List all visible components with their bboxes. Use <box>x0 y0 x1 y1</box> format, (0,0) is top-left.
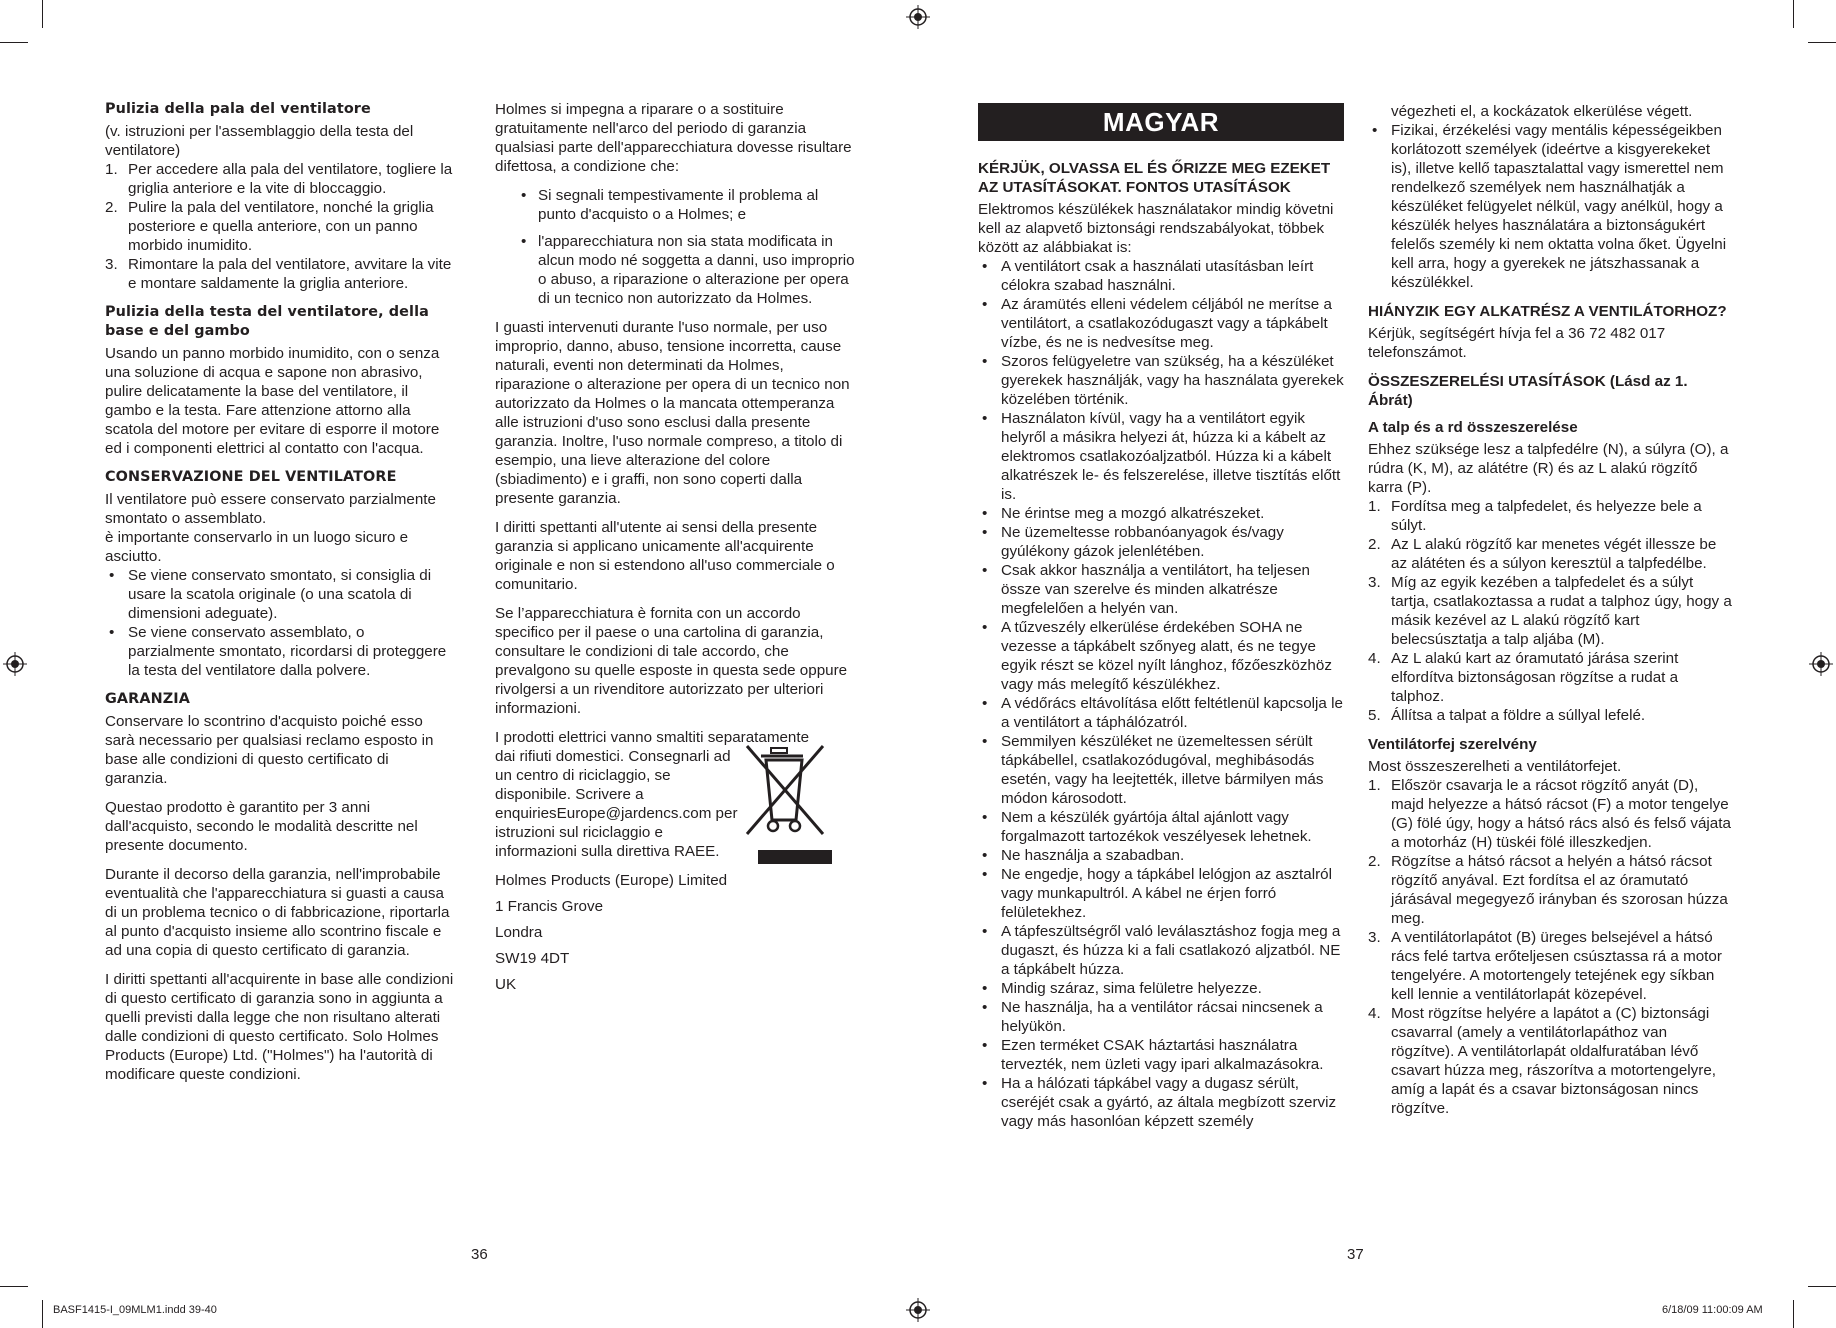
paragraph: Ehhez szüksége lesz a talpfedélre (N), a súlyra (O), a rúdra (K, M), az alátétre (R) és az L alakú rögzítő karra (P). <box>1368 441 1729 496</box>
list-item: 3. Míg az egyik kezében a talpfedelet és a súlyt tartja, csatlakoztassa a rudat a talphoz úgy, hogy a másik kezével az L alakú rögzítő kart belecsúsztatja a talp aljába (M). <box>1368 574 1732 648</box>
list-item: 5. Állítsa a talpat a földre a súllyal lefelé. <box>1368 707 1646 724</box>
list-item: • Se viene conservato assemblato, o parzialmente smontato, ricordarsi di proteggere la testa del ventilatore dalla polvere. <box>109 624 447 679</box>
list-item: • Ne engedje, hogy a tápkábel lelógjon az asztalról vagy munkapultról. A kábel ne érjen forró felületekhez. <box>982 866 1332 921</box>
paragraph: Holmes si impegna a riparare o a sostituire gratuitamente nell'arco del periodo di garanzia qualsiasi parte dell'apparecchiatura dovesse risultare difettosa, a condizione che: <box>495 101 852 175</box>
page-number-right: 37 <box>1347 1246 1364 1263</box>
list-item: 3. A ventilátorlapátot (B) üreges belsejével a hátsó rács felé tartva erőteljesen csúsztassa rá a motor tengelyére. A motortengely tetejének egy síkban kell lennie a ventilátorlapát közepével. <box>1368 929 1722 1003</box>
crop-mark <box>42 1300 43 1328</box>
address-line: SW19 4DT <box>495 950 570 967</box>
list-item: 1. Fordítsa meg a talpfedelet, és helyezze bele a súlyt. <box>1368 498 1702 534</box>
registration-mark-icon <box>906 5 930 29</box>
crop-mark <box>1793 1300 1794 1328</box>
registration-mark-icon <box>906 1298 930 1322</box>
list-item: • Ne érintse meg a mozgó alkatrészeket. <box>982 505 1265 522</box>
footer-file-name: BASF1415-I_09MLM1.indd 39-40 <box>53 1304 217 1316</box>
paragraph: (v. istruzioni per l'assemblaggio della testa del ventilatore) <box>105 123 414 159</box>
paragraph: Se l’apparecchiatura è fornita con un accordo specifico per il paese o una cartolina di garanzia, consultare le condizioni di tale accordo, che prevalgono su quelle esposte in questa sede oppure rivolgersi a un rivenditore autorizzato per ulteriori informazioni. <box>495 605 848 717</box>
list-item: • A tűzveszély elkerülése érdekében SOHA ne vezesse a tápkábelt szőnyeg alatt, és ne tegye egyik részt se közel nyílt lánghoz, főzőeszközhöz vagy más melegítő készülékhez. <box>982 619 1332 693</box>
paragraph: I diritti spettanti all'acquirente in base alle condizioni di questo certificato di garanzia sono in aggiunta a quelli previsti dalla legge che non risultano alterati dalle condizioni di questo certificato. Solo Holmes Products (Europe) Ltd. ("Holmes") ha l'autorità di modificare queste condizioni. <box>105 971 454 1083</box>
crop-mark <box>1808 42 1836 43</box>
address-line: Londra <box>495 924 543 941</box>
list-item: végezheti el, a kockázatok elkerülése végett. <box>1391 103 1693 120</box>
footer-timestamp: 6/18/09 11:00:09 AM <box>1662 1304 1763 1316</box>
crossed-bin-icon <box>743 742 827 838</box>
paragraph: Durante il decorso della garanzia, nell'improbabile eventualità che l'apparecchiatura si guasti a causa di un problema tecnico o di fabbricazione, riportarla al punto d'acquisto insieme allo scontrino fiscale e ad una copia di questo certificato di garanzia. <box>105 866 450 959</box>
list-item: • Szoros felügyeletre van szükség, ha a készüléket gyerekek használják, vagy ha használata gyerekek közelében történik. <box>982 353 1344 408</box>
paragraph: I diritti spettanti all'utente ai sensi della presente garanzia si applicano unicamente all'acquirente originale e non si estendono all'uso commerciale o comunitario. <box>495 519 835 593</box>
list-item: • Mindig száraz, sima felületre helyezze. <box>982 980 1262 997</box>
subsection-heading: A talp és a rd összeszerelése <box>1368 419 1578 436</box>
list-item: • A tápfeszültségről való leválasztáshoz fogja meg a dugaszt, és húzza ki a fali csatlakozó aljzatból. NE a tápkábelt húzza. <box>982 923 1341 978</box>
list-item: • Ezen terméket CSAK háztartási használatra tervezték, nem üzleti vagy ipari alkalmazásokra. <box>982 1037 1324 1073</box>
column-4 <box>1368 102 1733 1128</box>
bullet-list <box>1368 102 1733 121</box>
numbered-list <box>1368 497 1733 725</box>
raee-notice <box>495 728 857 861</box>
paragraph: Usando un panno morbido inumidito, con o senza una soluzione di acqua e sapone non abrasivo, pulire delicatamente la base del ventilatore, il gambo e la testa. Fare attenzione attorno alla scatola del motore per evitare di esporre il motore ed i componenti elettrici al contatto con l'acqua. <box>105 345 440 457</box>
paragraph: Kérjük, segítségért hívja fel a 36 72 482 017 telefonszámot. <box>1368 325 1666 361</box>
list-item: • Si segnali tempestivamente il problema al punto d'acquisto o a Holmes; e <box>521 187 819 223</box>
numbered-list <box>1368 776 1733 1118</box>
crop-mark <box>1793 0 1794 28</box>
language-banner: MAGYAR <box>978 103 1344 141</box>
list-item: • Semmilyen készüléket ne üzemeltessen sérült tápkábellel, csatlakozódugóval, meghibásodás esetén, vagy ha leejtették, illetve bármilyen más módon károsodott. <box>982 733 1324 807</box>
list-item: • Ne üzemeltesse robbanóanyagok és/vagy gyúlékony gázok jelenlétében. <box>982 524 1284 560</box>
bullet-list <box>105 566 455 680</box>
paragraph: Questao prodotto è garantito per 3 anni dall'acquisto, secondo le modalità descritte nel presente documento. <box>105 799 418 854</box>
bullet-list <box>495 186 857 308</box>
paragraph: Most összeszerelheti a ventilátorfejet. <box>1368 758 1622 775</box>
list-item: • A ventilátort csak a használati utasításban leírt célokra szabad használni. <box>982 258 1314 294</box>
section-heading: Pulizia della pala del ventilatore <box>105 101 371 117</box>
section-heading: GARANZIA <box>105 691 190 707</box>
list-item: 1. Először csavarja le a rácsot rögzítő anyát (D), majd helyezze a hátsó rácsot (F) a motor tengelye (G) fölé úgy, hogy a hátsó rács alsó és felső vájata a motorház (H) tüskéi fölé illeszkedjen. <box>1368 777 1731 851</box>
paragraph: Conservare lo scontrino d'acquisto poiché esso sarà necessario per qualsiasi reclamo esposto in base alle condizioni di questo certificato di garanzia. <box>105 713 434 787</box>
paragraph: I guasti intervenuti durante l'uso normale, per uso improprio, danno, abuso, tensione incorretta, cause naturali, eventi non determinati da Holmes, riparazione o alterazione per opera di un tecnico non autorizzato da Holmes o la mancata ottemperanza alle istruzioni d'uso sono esclusi dalla presente garanzia. Inoltre, l'uso normale compreso, a titolo di esempio, una lieve alterazione del colore (sbiadimento) e i graffi, non sono coperti dalla presente garanzia. <box>495 319 850 507</box>
list-item: • Nem a készülék gyártója által ajánlott vagy forgalmazott tartozékok veszélyesek lehetnek. <box>982 809 1312 845</box>
crop-mark <box>1808 1286 1836 1287</box>
column-1 <box>105 100 455 1094</box>
list-item: 2. Pulire la pala del ventilatore, nonché la griglia posteriore e quella anteriore, con un panno morbido inumidito. <box>105 199 434 254</box>
list-item: 2. Rögzítse a hátsó rácsot a helyén a hátsó rácsot rögzítő anyával. Ezt fordítsa el az óramutató járásával megegyező irányban és szorosan húzza meg. <box>1368 853 1728 927</box>
section-heading: ÖSSZESZERELÉSI UTASÍTÁSOK (Lásd az 1. Ábrát) <box>1368 373 1688 409</box>
crop-mark <box>42 0 43 28</box>
registration-mark-icon <box>3 652 27 676</box>
page-number-left: 36 <box>471 1246 488 1263</box>
raee-text: dai rifiuti domestici. Consegnarli ad un centro di riciclaggio, se disponibile. Scrivere a enquiriesEurope@jardencs.com per istruzioni sul riciclaggio e informazioni sulla direttiva RAEE. <box>495 748 738 860</box>
paragraph: Elektromos készülékek használatakor mindig követni kell az alapvető biztonsági rendszabályokat, többek között az alábbiakat is: <box>978 201 1334 256</box>
section-heading: KÉRJÜK, OLVASSA EL ÉS ŐRIZZE MEG EZEKET AZ UTASÍTÁSOKAT. FONTOS UTASÍTÁSOK <box>978 160 1331 196</box>
list-item: • Fizikai, érzékelési vagy mentális képességeikben korlátozott személyek (ideértve a kisgyerekeket is), illetve kellő tapasztalattal vagy ismerettel nem rendelkező személyek nem használhatják a készüléket felügyelet nélkül, vagy anélkül, hogy a készülék helyes használatára a biztonságukért felelős személy ki nem oktatta volna őket. Ügyelni kell arra, hogy a gyerekek ne játszhassanak a készülékkel. <box>1372 122 1727 291</box>
bullet-list <box>978 257 1344 1131</box>
list-item: • Használaton kívül, vagy ha a ventilátort egyik helyről a másikra helyezi át, húzza ki a kábelt az elektromos csatlakozóaljzatból. Húzza ki a kábelt alkatrészek le- és felszerelése, illetve tisztítás előtt is. <box>982 410 1341 503</box>
address-line: UK <box>495 976 517 993</box>
list-item: • A védőrács eltávolítása előtt feltétlenül kapcsolja le a ventilátort a táphálózatról. <box>982 695 1343 731</box>
list-item: 2. Az L alakú rögzítő kar menetes végét illessze be az alátéten és a súlyon keresztül a talpfedélbe. <box>1368 536 1717 572</box>
crop-mark <box>0 42 28 43</box>
list-item: • Ne használja, ha a ventilátor rácsai nincsenek a helyükön. <box>982 999 1323 1035</box>
list-item: 1. Per accedere alla pala del ventilatore, togliere la griglia anteriore e la vite di bloccaggio. <box>105 161 453 197</box>
list-item: • Ha a hálózati tápkábel vagy a dugasz sérült, cseréjét csak a gyártó, az általa megbízott szerviz vagy más hasonlóan képzett személy <box>982 1075 1337 1130</box>
list-item: • Ne használja a szabadban. <box>982 847 1185 864</box>
raee-first-line: I prodotti elettrici vanno smaltiti separatamente <box>495 729 810 746</box>
list-item: • Csak akkor használja a ventilátort, ha teljesen össze van szerelve és minden alkatrésze megfelelően a helyén van. <box>982 562 1310 617</box>
registration-mark-icon <box>1809 652 1833 676</box>
paragraph: è importante conservarlo in un luogo sicuro e asciutto. <box>105 529 409 565</box>
list-item: 4. Az L alakú kart az óramutató járása szerint elfordítva biztonságosan rögzítse a rudat a talphoz. <box>1368 650 1679 705</box>
column-3 <box>978 100 1344 1141</box>
column-2 <box>495 100 857 1001</box>
paragraph: Il ventilatore può essere conservato parzialmente smontato o assemblato. <box>105 491 436 527</box>
numbered-list <box>105 160 455 293</box>
list-item: • Se viene conservato smontato, si consiglia di usare la scatola originale (o una scatola di dimensioni adeguate). <box>109 567 432 622</box>
list-item: • l'apparecchiatura non sia stata modificata in alcun modo né soggetta a danni, uso improprio o abuso, a riparazione o alterazione per opera di un tecnico non autorizzato da Holmes. <box>521 233 855 307</box>
crop-mark <box>0 1286 28 1287</box>
section-heading: Pulizia della testa del ventilatore, della base e del gambo <box>105 304 429 339</box>
list-item: 3. Rimontare la pala del ventilatore, avvitare la vite e montare saldamente la griglia anteriore. <box>105 256 452 292</box>
bullet-list <box>1368 121 1733 292</box>
section-heading: HIÁNYZIK EGY ALKATRÉSZ A VENTILÁTORHOZ? <box>1368 303 1727 320</box>
address-line: 1 Francis Grove <box>495 898 604 915</box>
list-item: 4. Most rögzítse helyére a lapátot a (C) biztonsági csavarral (amely a ventilátorlapáthoz van rögzítve). A ventilátorlapát oldalfuratában lévő csavart húzza meg, rászorítva a motortengelyre, amíg a lapát és a csavar biztonságosan nincs rögzítve. <box>1368 1005 1716 1117</box>
raee-bar <box>758 850 832 864</box>
address-block <box>495 871 857 994</box>
list-item: • Az áramütés elleni védelem céljából ne merítse a ventilátort, a csatlakozódugaszt vagy a tápkábelt vízbe, és ne is nedvesítse meg. <box>982 296 1332 351</box>
subsection-heading: Ventilátorfej szerelvény <box>1368 736 1537 753</box>
section-heading: CONSERVAZIONE DEL VENTILATORE <box>105 469 397 485</box>
address-line: Holmes Products (Europe) Limited <box>495 872 728 889</box>
